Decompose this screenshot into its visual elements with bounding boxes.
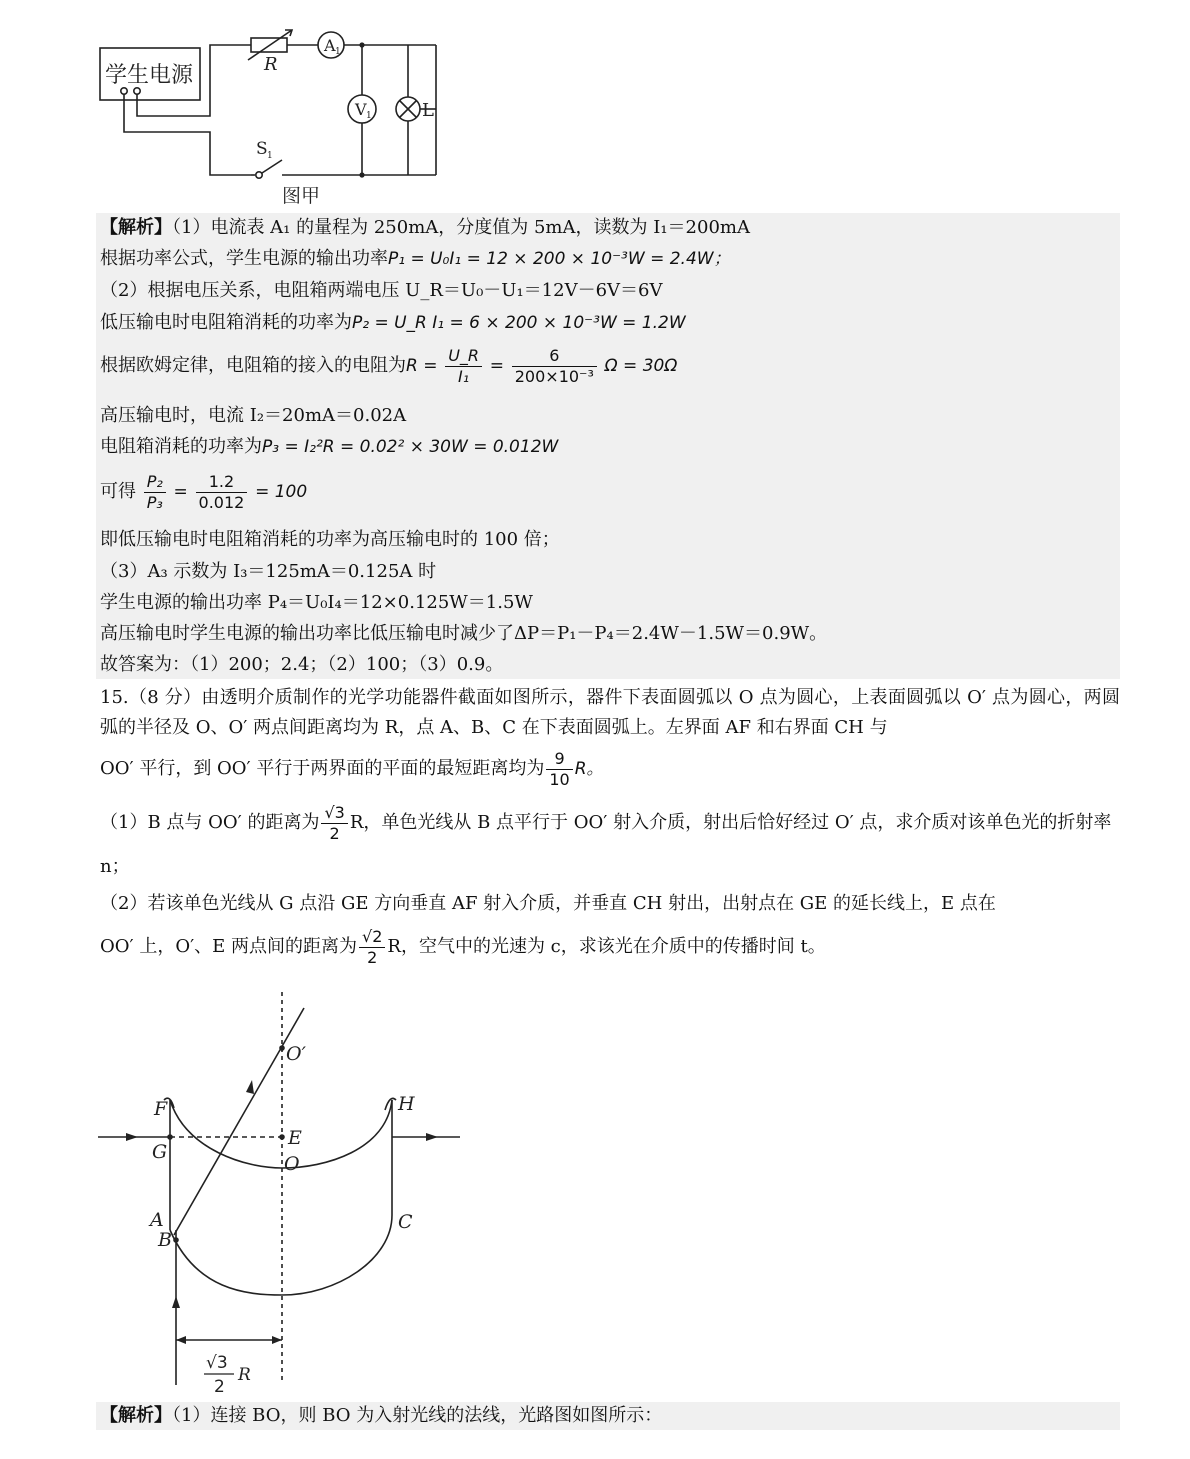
solution-line-7 [100,436,558,458]
voltmeter-subscript: 1 [366,111,372,121]
problem-text: OO′ 上，O′、E 两点间的距离为 [100,936,358,957]
label-O: O [284,1153,300,1175]
solution-text: （3）A₃ 示数为 I₃＝125mA＝0.125A 时 [100,561,437,582]
solution-line-5 [100,344,677,388]
label-A: A [150,1209,164,1231]
label-O-prime: O′ [286,1043,306,1065]
fraction [359,927,385,968]
label-B: B [158,1229,172,1251]
solution-text: 高压输电时学生电源的输出功率比低压输电时减少了ΔP＝P₁－P₄＝2.4W－1.5W＝0.9W。 [100,623,828,644]
denominator: P₃ [146,492,163,512]
numerator: 6 [512,346,597,367]
label-E: E [288,1127,302,1149]
solution-text: 可得 [100,481,136,502]
denominator: 200×10⁻³ [514,366,594,386]
numerator: 9 [546,749,572,770]
formula: = [489,356,505,376]
denominator: 2 [329,823,340,843]
numerator: 1.2 [196,472,248,493]
denominator: I₁ [458,366,470,386]
label-G: G [152,1141,168,1163]
solution-tag: 【解析】 [100,1405,172,1426]
solution-text: 故答案为：（1）200；2.4；（2）100；（3）0.9。 [100,654,504,675]
solution-line-9 [100,529,560,551]
problem-text: OO′ 平行，到 OO′ 平行于两界面的平面的最短距离均为 [100,758,545,779]
dimension-R: R [238,1365,251,1385]
lamp-label: L [422,100,434,121]
switch-subscript: 1 [267,151,273,161]
problem-15 [100,683,1120,969]
problem-text: R，空气中的光速为 c，求该光在介质中的传播时间 t。 [387,936,826,957]
formula: P₂ = U_R I₁ = 6 × 200 × 10⁻³W = 1.2W [352,313,686,333]
formula: R = [406,356,438,376]
denominator: 0.012 [198,492,245,512]
solution-line-8 [100,470,307,514]
solution-text: （2）根据电压关系，电阻箱两端电压 U_R＝U₀－U₁＝12V－6V＝6V [100,280,663,301]
question-2-cont [100,925,1120,969]
formula: Ω = 30Ω [604,356,678,376]
solution-line-12 [100,623,827,645]
solution-text: 根据欧姆定律，电阻箱的接入的电阻为 [100,355,406,376]
label-F: F [154,1098,168,1120]
problem-text: （2）若该单色光线从 G 点沿 GE 方向垂直 AF 射入介质，并垂直 CH 射出，出射点在 GE 的延长线上，E 点在 [100,893,996,914]
solution-text: 学生电源的输出功率 P₄＝U₀I₄＝12×0.125W＝1.5W [100,592,533,613]
fraction [144,472,166,513]
solution-text: 根据功率公式，学生电源的输出功率 [100,248,388,269]
formula: P₃ = I₂²R = 0.02² × 30W = 0.012W [262,437,559,457]
dimension-denominator: 2 [214,1377,225,1397]
solution-tag: 【解析】 [100,217,172,238]
circuit-diagram [96,20,441,212]
denominator: 2 [367,947,378,967]
solution-line-1 [100,217,750,239]
figure-caption: 图甲 [282,185,321,207]
solution-line-3 [100,280,662,302]
question-1 [100,801,1120,889]
fraction [512,346,597,387]
solution-text: 高压输电时，电流 I₂＝20mA＝0.02A [100,405,407,426]
ammeter-subscript: 1 [335,47,341,57]
resistor-label: R [264,54,278,75]
denominator: 10 [549,769,570,789]
fraction [196,472,248,513]
solution-text: 低压输电时电阻箱消耗的功率为 [100,312,352,333]
numerator: √3 [321,803,347,824]
solution-line-10 [100,561,436,583]
formula: = 100 [255,482,308,502]
dimension-numerator: √3 [206,1353,228,1373]
solution-text: （1）电流表 A₁ 的量程为 250mA，分度值为 5mA，读数为 I₁＝200mA [172,217,750,238]
solution-line-13 [100,654,503,676]
fraction [445,346,482,387]
problem-text: R，单色光线从 B 点平行于 OO′ 射入介质，射出后恰好经过 O′ 点，求介质对该单色光的折射率 n； [100,812,1112,877]
ammeter-label: A [324,36,336,55]
problem-paragraph [100,747,1120,791]
solution-line-6 [100,405,406,427]
label-C: C [398,1211,413,1233]
solution-2-line [100,1405,662,1427]
formula: P₁ = U₀I₁ = 12 × 200 × 10⁻³W = 2.4W； [388,249,731,269]
problem-text: （1）B 点与 OO′ 的距离为 [100,812,320,833]
label-H: H [398,1093,415,1115]
solution-line-11 [100,592,533,614]
voltmeter-label: V [355,100,367,119]
question-2 [100,889,1120,919]
problem-paragraph: 15.（8 分）由透明介质制作的光学功能器件截面如图所示，器件下表面圆弧以 O 点为圆心，上表面圆弧以 O′ 点为圆心，两圆弧的半径及 O、O′ 两点间距离均为 R，点 A、B、C 在下表面圆弧上。左界面 AF 和右界面 CH 与 [100,687,1120,738]
formula: = [173,482,188,502]
fraction [546,749,572,790]
optical-device-diagram [96,990,466,1398]
problem-text: R。 [574,759,604,779]
solution-line-4 [100,312,686,334]
numerator: √2 [359,927,385,948]
solution-line-2 [100,248,731,270]
numerator: U_R [445,346,482,367]
numerator: P₂ [144,472,166,493]
solution-text: 即低压输电时电阻箱消耗的功率为高压输电时的 100 倍； [100,529,560,550]
solution-text: 电阻箱消耗的功率为 [100,436,262,457]
power-supply-label: 学生电源 [105,63,194,88]
switch-label: S [256,139,268,159]
fraction [321,803,347,844]
solution-text: （1）连接 BO，则 BO 为入射光线的法线，光路图如图所示： [172,1405,663,1426]
